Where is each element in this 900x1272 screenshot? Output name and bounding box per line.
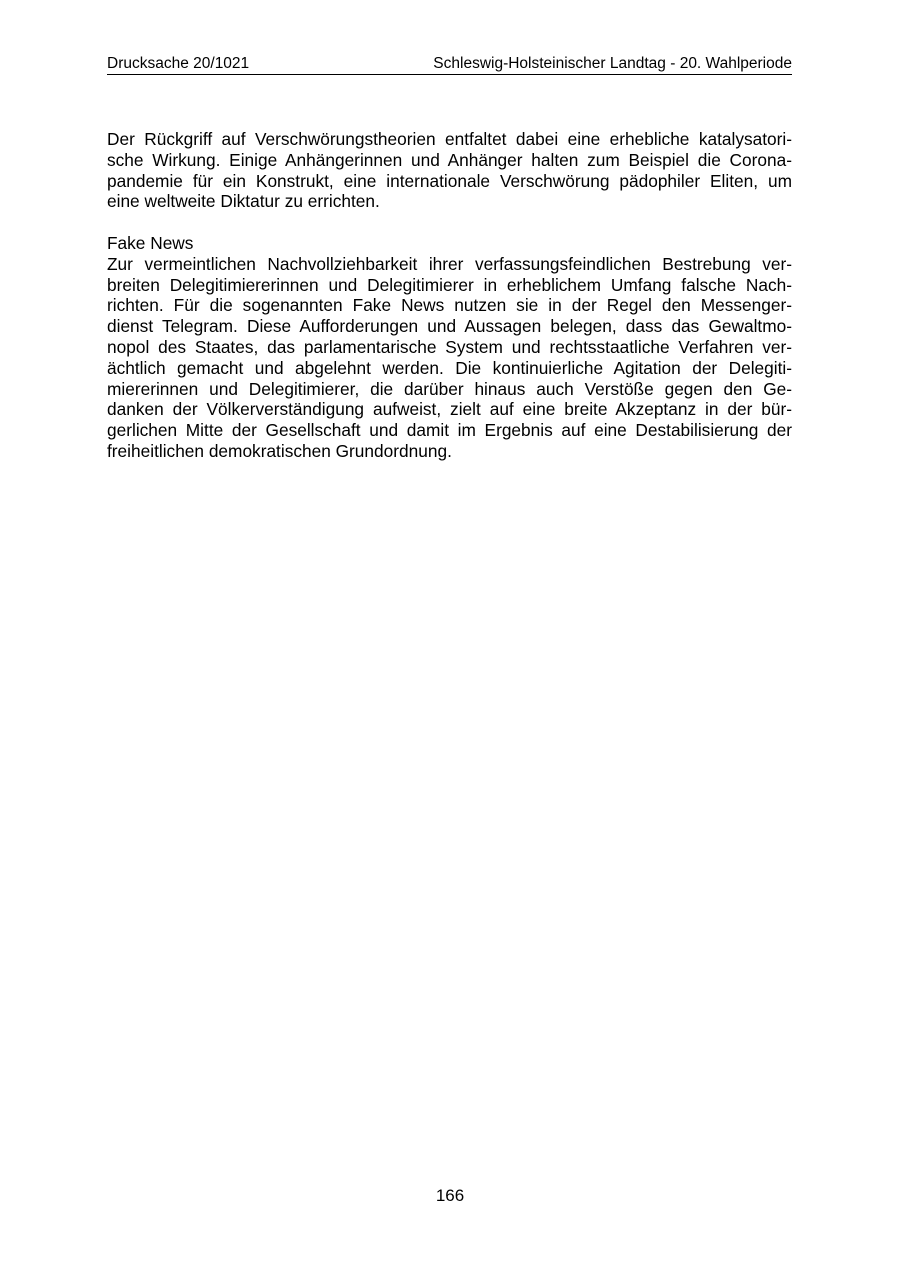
document-number: Drucksache 20/1021 (107, 55, 250, 72)
text-line: dienst Telegram. Diese Aufforderungen und Aussagen belegen, dass das Gewaltmo- (107, 316, 792, 337)
text-line: eine weltweite Diktatur zu errichten. (107, 191, 380, 212)
text-line: gerlichen Mitte der Gesellschaft und damit im Ergebnis auf eine Destabilisierung der (107, 420, 792, 441)
text-line: ächtlich gemacht und abgelehnt werden. Die kontinuierliche Agitation der Delegiti- (107, 357, 792, 378)
page-body (107, 129, 792, 462)
text-line: Zur vermeintlichen Nachvollziehbarkeit ihrer verfassungsfeindlichen Bestrebung ver- (107, 253, 792, 274)
text-line: Der Rückgriff auf Verschwörungstheorien entfaltet dabei eine erhebliche katalysatori- (107, 129, 792, 149)
text-line: nopol des Staates, das parlamentarische System und rechtsstaatliche Verfahren ver- (107, 336, 792, 357)
page-header (107, 54, 792, 75)
text-line: richten. Für die sogenannten Fake News nutzen sie in der Regel den Messenger- (107, 295, 792, 316)
text-line: miererinnen und Delegitimierer, die darüber hinaus auch Verstöße gegen den Ge- (107, 378, 792, 399)
text-line: danken der Völkerverständigung aufweist, zielt auf eine breite Akzeptanz in der bür- (107, 399, 792, 420)
text-line: breiten Delegitimiererinnen und Delegitimierer in erheblichem Umfang falsche Nach- (107, 274, 792, 295)
text-line: freiheitlichen demokratischen Grundordnung. (107, 440, 452, 461)
paragraph-fake-news (107, 254, 792, 462)
paragraph-conspiracy-theories (107, 129, 792, 212)
paragraph-spacer (107, 212, 792, 233)
section-heading: Fake News (107, 232, 194, 253)
page-number: 166 (435, 1186, 465, 1205)
parliament-period: Schleswig-Holsteinischer Landtag - 20. Wahlperiode (433, 55, 792, 72)
text-line: pandemie für ein Konstrukt, eine internationale Verschwörung pädophiler Eliten, um (107, 170, 792, 191)
text-line: sche Wirkung. Einige Anhängerinnen und Anhänger halten zum Beispiel die Corona- (107, 149, 792, 170)
